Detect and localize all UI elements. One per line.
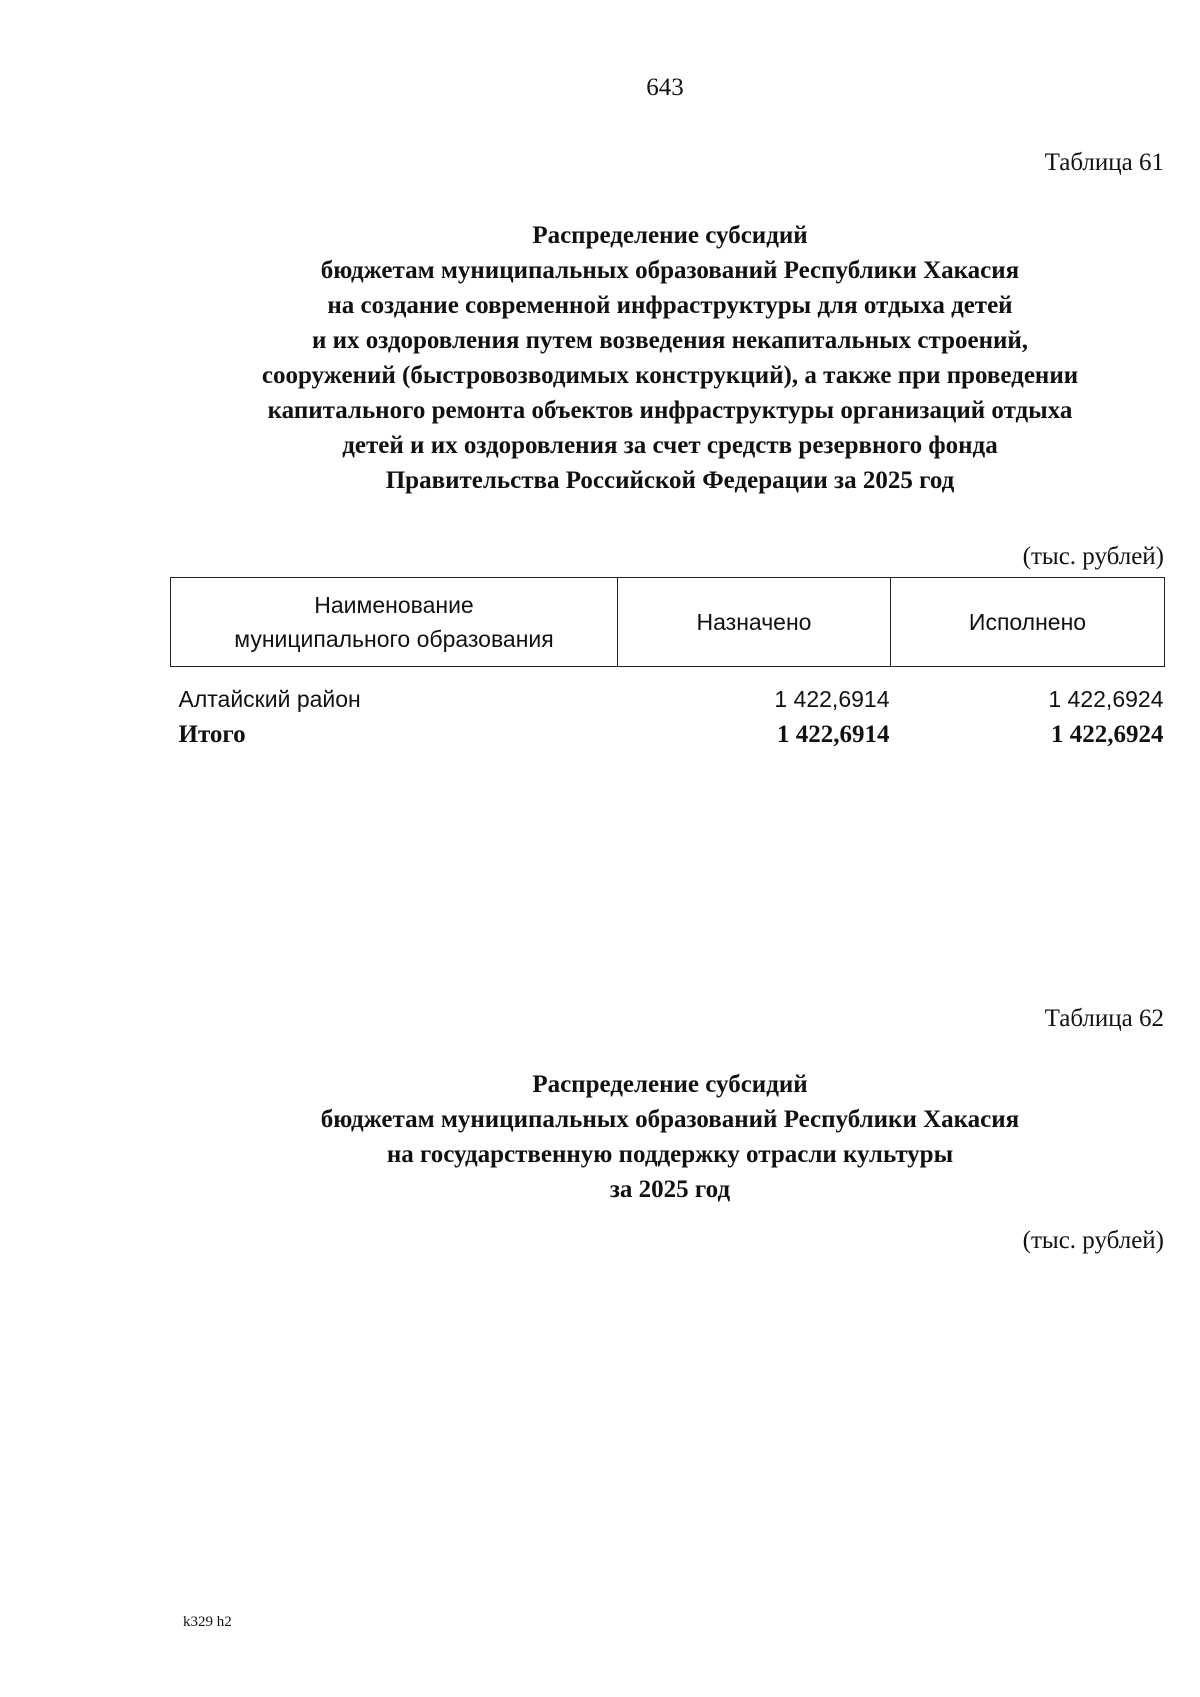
table-61-title-line: сооружений (быстровозводимых конструкций), а также при проведении: [261, 362, 1079, 389]
row-name: Алтайский район: [178, 685, 361, 712]
table-61-title-line: Правительства Российской Федерации за 2025 год: [385, 467, 955, 494]
table-61-title-line: капитального ремонта объектов инфраструктуры организаций отдыха: [267, 397, 1073, 424]
row-executed: 1 422,6924: [1048, 685, 1164, 712]
table-61-units: (тыс. рублей): [1022, 543, 1164, 570]
footer-code: k329 h2: [183, 1614, 232, 1630]
table-62-title-line: за 2025 год: [609, 1176, 731, 1203]
total-assigned: 1 422,6914: [777, 721, 890, 748]
total-name: Итого: [178, 721, 246, 748]
table-61-title-line: бюджетам муниципальных образований Республики Хакасия: [320, 257, 1020, 284]
column-header-name-line2: муниципального образования: [234, 626, 554, 652]
table-61-number: Таблица 61: [1044, 149, 1164, 176]
table-61-title-line: детей и их оздоровления за счет средств резервного фонда: [342, 432, 998, 459]
table-61-title-line: и их оздоровления путем возведения некапитальных строений,: [311, 327, 1029, 354]
column-header-name-line1: Наименование: [314, 592, 474, 618]
table-62-units: (тыс. рублей): [1022, 1227, 1164, 1254]
total-executed: 1 422,6924: [1051, 721, 1164, 748]
row-assigned: 1 422,6914: [774, 685, 890, 712]
table-61-title: [170, 218, 1170, 498]
table-62-title-line: на государственную поддержку отрасли культуры: [386, 1141, 954, 1168]
table-62-number: Таблица 62: [1044, 1005, 1164, 1032]
table-61-title-line: Распределение субсидий: [532, 222, 808, 249]
table-61-title-line: на создание современной инфраструктуры для отдыха детей: [327, 292, 1013, 319]
page-number: 643: [646, 74, 684, 101]
table-header-row: [171, 578, 1165, 667]
column-header-executed: Исполнено: [891, 578, 1165, 667]
table-61: [170, 577, 1165, 753]
column-header-name: [171, 578, 618, 667]
table-row: [171, 681, 1165, 717]
column-header-assigned: Назначено: [618, 578, 891, 667]
table-62-title: [170, 1067, 1170, 1207]
table-62-title-line: бюджетам муниципальных образований Республики Хакасия: [320, 1106, 1020, 1133]
table-62-title-line: Распределение субсидий: [532, 1071, 808, 1098]
table-total-row: [171, 717, 1165, 753]
